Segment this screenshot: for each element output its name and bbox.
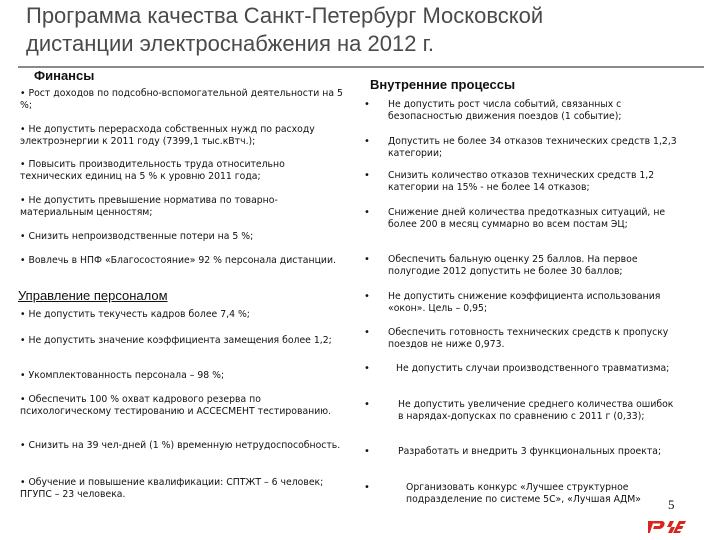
finance-item: • Рост доходов по подсобно-вспомогательной деятельности на 5 %;	[20, 88, 343, 111]
process-item: Допустить не более 34 отказов технических средств 1,2,3 категории;	[388, 136, 677, 159]
bullet-icon: •	[20, 88, 26, 99]
bullet-icon: •	[364, 291, 370, 302]
rzd-logo-icon	[648, 514, 692, 536]
title-divider	[18, 66, 704, 68]
finance-item: • Не допустить превышение норматива по товарно-материальным ценностям;	[20, 195, 278, 218]
page-number: 5	[668, 497, 675, 512]
bullet-icon: •	[20, 477, 26, 488]
bullet-icon: •	[20, 370, 26, 381]
bullet-icon: •	[20, 335, 26, 346]
process-item: Снизить количество отказов технических средств 1,2 категории на 15% - не более 14 отказов;	[388, 170, 655, 193]
bullet-icon: •	[20, 159, 26, 170]
bullet-icon: •	[364, 482, 370, 493]
bullet-icon: •	[364, 363, 370, 374]
personnel-heading: Управление персоналом	[18, 288, 168, 303]
personnel-item: • Не допустить текучесть кадров более 7,4 %;	[20, 309, 250, 320]
personnel-item: • Укомплектованность персонала – 98 %;	[20, 370, 225, 381]
bullet-icon: •	[364, 170, 370, 181]
personnel-item: • Обучение и повышение квалификации: СПТЖТ – 6 человек; ПГУПС – 23 человека.	[20, 477, 324, 500]
finance-item: • Не допустить перерасхода собственных нужд по расходу электроэнергии к 2011 году (7399,1 тыс.кВтч.);	[20, 124, 315, 147]
bullet-icon: •	[364, 327, 370, 338]
bullet-icon: •	[364, 207, 370, 218]
process-item: Разработать и внедрить 3 функциональных проекта;	[398, 446, 662, 457]
process-item: Организовать конкурс «Лучшее структурное подразделение по системе 5С», «Лучшая АДМ»	[406, 482, 641, 505]
bullet-icon: •	[20, 394, 26, 405]
bullet-icon: •	[20, 440, 26, 451]
process-item: Обеспечить готовность технических средств к пропуску поездов не ниже 0,973.	[388, 327, 669, 350]
personnel-item: • Снизить на 39 чел-дней (1 %) временную нетрудоспособность.	[20, 440, 341, 451]
personnel-item: • Не допустить значение коэффициента замещения более 1,2;	[20, 335, 332, 346]
process-item: Не допустить случаи производственного травматизма;	[396, 363, 670, 374]
bullet-icon: •	[364, 399, 370, 410]
process-item: Снижение дней количества предотказных ситуаций, не более 200 в месяц суммарно во всем постам ЭЦ;	[388, 207, 666, 230]
bullet-icon: •	[20, 124, 26, 135]
bullet-icon: •	[20, 255, 26, 266]
finance-item: • Повысить производительность труда относительно технических единиц на 5 % к уровню 2011 года;	[20, 159, 285, 182]
finance-item: • Вовлечь в НПФ «Благосостояние» 92 % персонала дистанции.	[20, 255, 336, 266]
bullet-icon: •	[20, 195, 26, 206]
bullet-icon: •	[364, 446, 370, 457]
bullet-icon: •	[20, 231, 26, 242]
finance-heading: Финансы	[34, 68, 95, 83]
bullet-icon: •	[364, 136, 370, 147]
process-item: Обеспечить бальную оценку 25 баллов. На первое полугодие 2012 допустить не более 30 баллов;	[388, 254, 638, 277]
process-item: Не допустить снижение коэффициента использования «окон». Цель – 0,95;	[388, 291, 661, 314]
bullet-icon: •	[20, 309, 26, 320]
processes-heading: Внутренние процессы	[370, 77, 516, 92]
process-item: Не допустить увеличение среднего количества ошибок в нарядах-допусках по сравнению с 2011 г (0,33);	[398, 399, 674, 422]
page-title: Программа качества Санкт-Петербург Московской дистанции электроснабжения на 2012 г.	[26, 3, 544, 56]
process-item: Не допустить рост числа событий, связанных с безопасностью движения поездов (1 событие);	[388, 99, 622, 122]
bullet-icon: •	[364, 254, 370, 265]
finance-item: • Снизить непроизводственные потери на 5 %;	[20, 231, 254, 242]
personnel-item: • Обеспечить 100 % охват кадрового резерва по психологическому тестированию и АССЕСМЕНТ тестированию.	[20, 394, 332, 417]
bullet-icon: •	[364, 99, 370, 110]
